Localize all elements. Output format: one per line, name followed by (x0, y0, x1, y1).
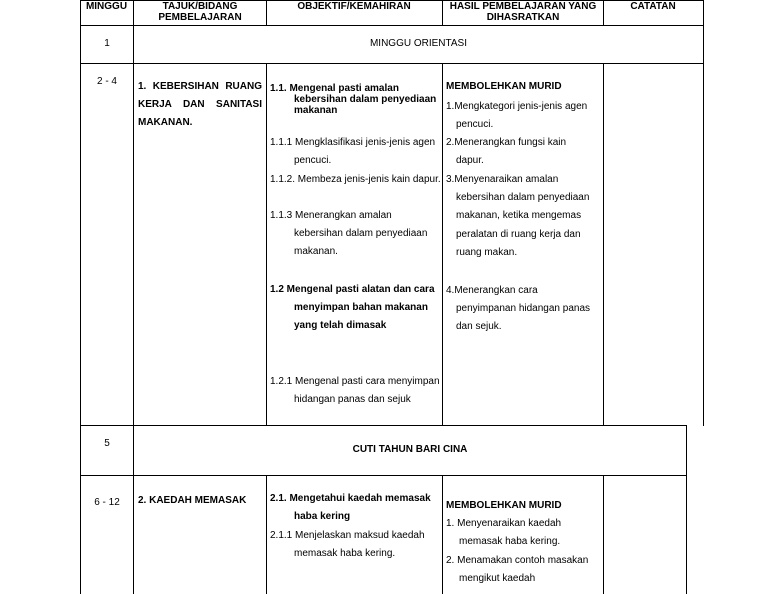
header-row-border (80, 25, 703, 26)
col-hasil-border-top (603, 0, 604, 25)
row2-week: 2 - 4 (96, 76, 117, 87)
row4-week: 6 - 12 (94, 497, 120, 508)
row2-border (80, 425, 686, 426)
col-right-border-top (703, 0, 704, 426)
row4-hasil-title: MEMBOLEHKAN MURID (446, 500, 562, 511)
row2-objective-1-3: 1.1.3 Menerangkan amalan kebersihan dalam penyediaan makanan. (270, 210, 428, 258)
row2-hasil-1: 1.Mengkategori jenis-jenis agen pencuci. (446, 101, 588, 131)
col-topic-border-mid (266, 63, 267, 425)
row3-border (80, 475, 686, 476)
row3-week: 5 (104, 438, 110, 449)
header-minggu: MINGGU (85, 1, 128, 12)
row2-objective-1-1: 1.1.1 Mengklasifikasi jenis-jenis agen pencuci. (270, 137, 436, 167)
row4-objective-title: 2.1. Mengetahui kaedah memasak haba kering (270, 493, 431, 523)
header-tajuk: TAJUK/BIDANG PEMBELAJARAN (158, 1, 242, 23)
row3-holiday: CUTI TAHUN BARI CINA (352, 444, 468, 455)
col-obj-border-top (442, 0, 443, 25)
col-hasil-border-mid (603, 63, 604, 425)
row2-hasil-3: 3.Menyenaraikan amalan kebersihan dalam penyediaan makanan, ketika mengemas peralatan di ruang kerja dan ruang makan. (446, 174, 590, 258)
row2-hasil-2: 2.Menerangkan fungsi kain dapur. (446, 137, 567, 167)
header-catatan: CATATAN (630, 1, 676, 12)
row2-objective-2-1: 1.2.1 Mengenal pasti cara menyimpan hidangan panas dan sejuk (270, 376, 440, 406)
row4-objective-1: 2.1.1 Menjelaskan maksud kaedah memasak haba kering. (270, 530, 425, 560)
header-hasil: HASIL PEMBELAJARAN YANG DIHASRATKAN (449, 1, 597, 23)
row4-topic: 2. KAEDAH MEMASAK (138, 495, 247, 506)
row1-border (80, 63, 703, 64)
row2-objective-title: 1.1. Mengenal pasti amalan kebersihan dalam penyediaan makanan (270, 83, 437, 116)
row4-hasil-1: 1. Menyenaraikan kaedah memasak haba kering. (446, 518, 562, 548)
row2-topic: 1. KEBERSIHAN RUANG KERJA DAN SANITASI MAKANAN. (138, 81, 262, 129)
row2-objective-2-title: 1.2 Mengenal pasti alatan dan cara menyimpan bahan makanan yang telah dimasak (270, 284, 435, 332)
col-topic-border-bottom (266, 475, 267, 594)
col-obj-border-mid (442, 63, 443, 425)
col-week-border (133, 0, 134, 594)
row1-week: 1 (104, 38, 110, 49)
header-objektif: OBJEKTIF/KEMAHIRAN (297, 1, 411, 12)
col-right-border-bottom (686, 425, 687, 594)
col-hasil-border-bottom (603, 475, 604, 594)
row2-hasil-title: MEMBOLEHKAN MURID (446, 81, 562, 92)
row2-hasil-4: 4.Menerangkan cara penyimpanan hidangan panas dan sejuk. (446, 285, 590, 333)
row2-objective-1-2: 1.1.2. Membeza jenis-jenis kain dapur. (270, 174, 441, 185)
col-topic-border-top (266, 0, 267, 25)
row4-hasil-2: 2. Menamakan contoh masakan mengikut kaedah (446, 555, 589, 585)
row1-orientation: MINGGU ORIENTASI (369, 38, 468, 49)
